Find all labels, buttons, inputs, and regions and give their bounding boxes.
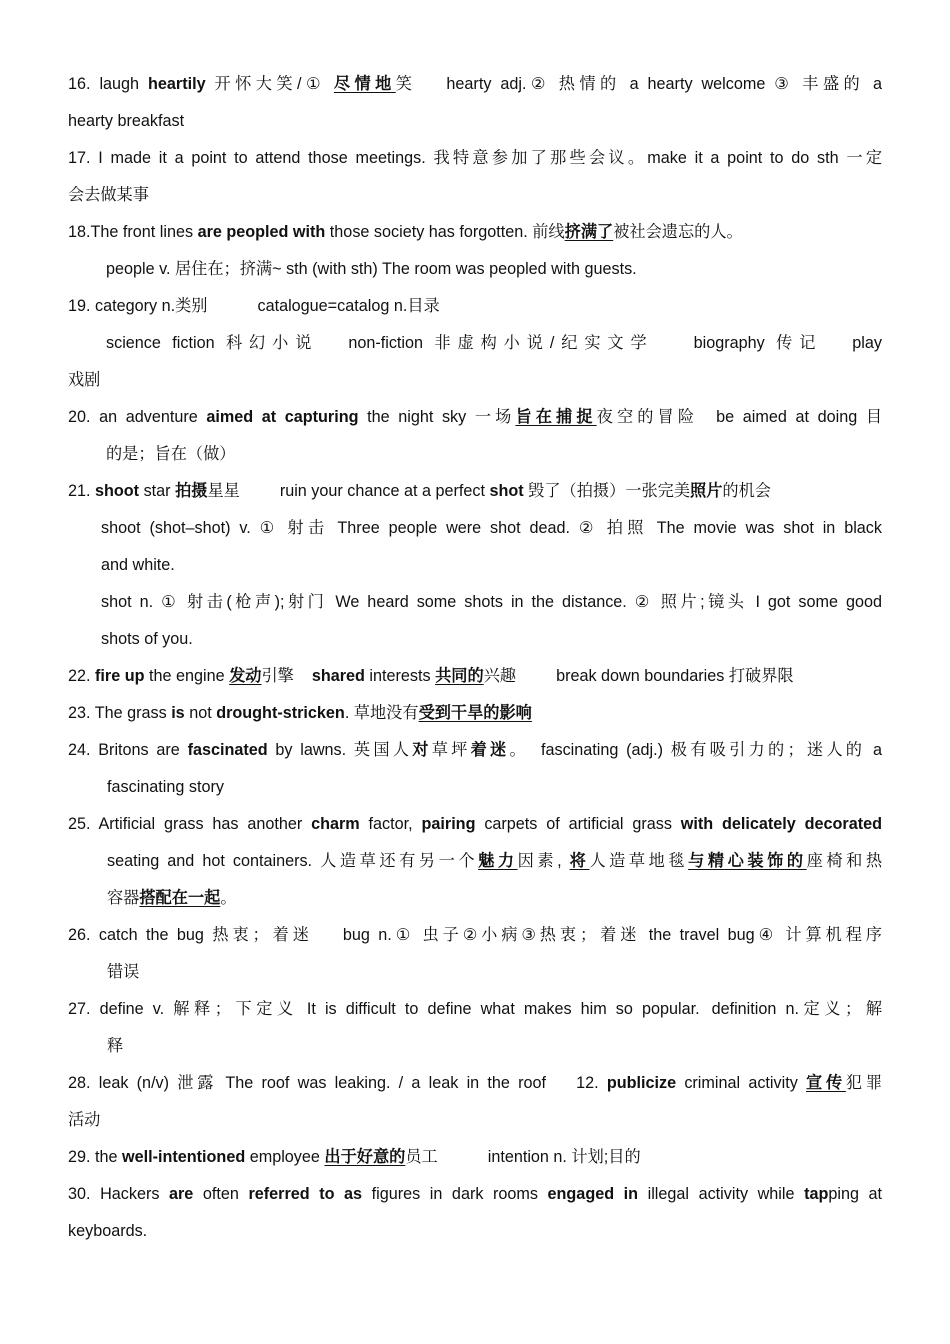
entry-16-line-2: hearty breakfast [68,112,185,130]
entry-21-line-4: shot n. ① 射击(枪声);射门 We heard some shots in the distance. ② 照片;镜头 I got some good [101,593,882,611]
entry-20-line-2: 的是；旨在（做） [106,445,236,463]
entry-24-line-1: 24. Britons are fascinated by lawns. 英国人对草坪着迷。 fascinating (adj.) 极有吸引力的；迷人的 a [68,741,882,759]
entry-25-line-1: 25. Artificial grass has another charm factor, pairing carpets of artificial grass with delicately decorated [68,815,882,833]
entry-18-line-1: 18.The front lines are peopled with those society has forgotten. 前线挤满了被社会遗忘的人。 [68,223,743,241]
entry-17-line-2: 会去做某事 [68,186,149,204]
entry-20-line-1: 20. an adventure aimed at capturing the night sky 一场旨在捕捉夜空的冒险 be aimed at doing 目 [68,408,882,426]
entry-23-line-1: 23. The grass is not drought-stricken. 草地没有受到干旱的影响 [68,704,532,722]
entry-26-line-1: 26. catch the bug 热衷；着迷 bug n.① 虫子②小病③热衷；着迷 the travel bug④ 计算机程序 [68,926,882,944]
entry-29-line-1: 29. the well-intentioned employee 出于好意的员工 intention n. 计划;目的 [68,1148,641,1166]
entry-25-line-2: seating and hot containers. 人造草还有另一个魅力因素, 将人造草地毯与精心装饰的座椅和热 [107,852,882,870]
entry-19-line-2: science fiction 科幻小说 non-fiction 非虚构小说/纪实文学 biography 传记 play [106,334,882,352]
entry-16-line-1: 16. laugh heartily 开怀大笑/① 尽情地笑 hearty adj.② 热情的 a hearty welcome ③ 丰盛的 a [68,75,882,93]
entry-25-line-3: 容器搭配在一起。 [107,889,237,907]
entry-17-line-1: 17. I made it a point to attend those meetings. 我特意参加了那些会议。make it a point to do sth 一定 [68,149,882,167]
entry-19-line-1: 19. category n.类别 catalogue=catalog n.目录 [68,297,440,315]
entry-26-line-2: 错误 [107,963,140,981]
entry-24-line-2: fascinating story [107,778,224,796]
entry-18-line-2: people v. 居住在；挤满~ sth (with sth) The room was peopled with guests. [106,260,637,278]
entry-28-line-1: 28. leak (n/v) 泄露 The roof was leaking. / a leak in the roof 12. publicize criminal activity 宣传犯罪 [68,1074,882,1092]
document-page [68,66,882,1250]
entry-30-line-1: 30. Hackers are often referred to as figures in dark rooms engaged in illegal activity while tapping at [68,1185,882,1203]
entry-27-line-2: 释 [107,1037,124,1055]
entry-28-line-2: 活动 [68,1111,101,1129]
entry-21-line-5: shots of you. [101,630,193,648]
entry-21-line-1: 21. shoot star 拍摄星星 ruin your chance at a perfect shot 毁了（拍摄）一张完美照片的机会 [68,482,771,500]
entry-22-line-1: 22. fire up the engine 发动引擎 shared interests 共同的兴趣 break down boundaries 打破界限 [68,667,794,685]
entry-21-line-3: and white. [101,556,175,574]
entry-27-line-1: 27. define v. 解释；下定义 It is difficult to define what makes him so popular. definition n.定义；解 [68,1000,882,1018]
entry-21-line-2: shoot (shot–shot) v. ① 射击 Three people were shot dead. ② 拍照 The movie was shot in black [101,519,882,537]
entry-19-line-3: 戏剧 [68,371,101,389]
entry-30-line-2: keyboards. [68,1222,148,1240]
